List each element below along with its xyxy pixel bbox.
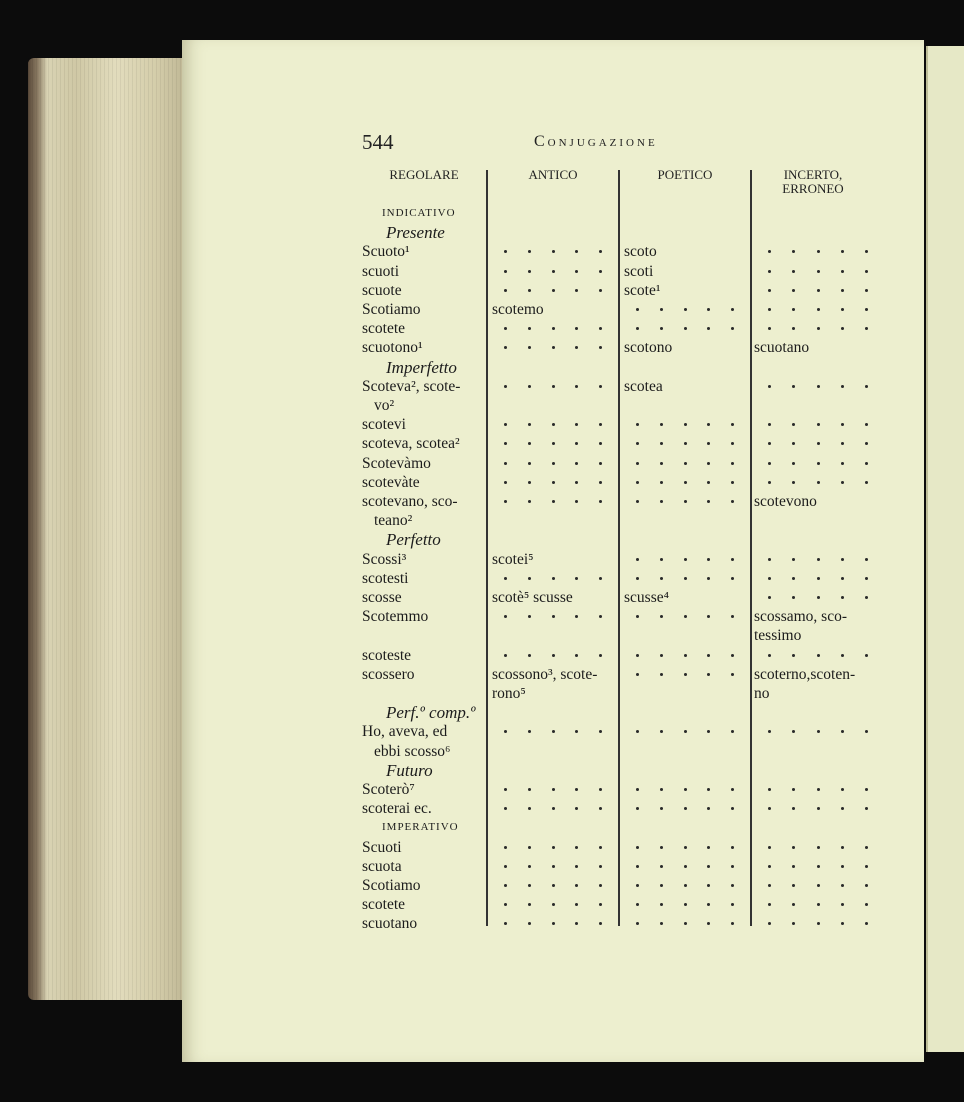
placeholder-dots [636, 454, 734, 473]
cell-poetico: scotono [624, 339, 673, 357]
placeholder-dots [768, 722, 868, 741]
cell-regolare: scuote [362, 281, 402, 299]
cell-regolare: Imperfetto [386, 357, 457, 377]
cell-regolare: scosse [362, 589, 402, 606]
cell-poetico: scotea [624, 377, 663, 395]
column-divider [750, 170, 752, 926]
placeholder-dots [768, 281, 868, 300]
conjugation-table [362, 164, 882, 933]
placeholder-dots [636, 300, 734, 319]
placeholder-dots [504, 319, 602, 338]
placeholder-dots [504, 415, 602, 434]
cell-regolare: Scoteva², scote- [362, 377, 461, 395]
placeholder-dots [768, 434, 868, 453]
placeholder-dots [768, 242, 868, 261]
placeholder-dots [504, 377, 602, 396]
cell-antico: scotei⁵ [492, 550, 534, 568]
cell-regolare: scuota [362, 857, 402, 875]
cell-poetico: scoti [624, 262, 654, 280]
placeholder-dots [636, 876, 734, 895]
placeholder-dots [636, 895, 734, 914]
cell-regolare: Futuro [386, 760, 433, 780]
cell-regolare: Presente [386, 223, 445, 243]
cell-poetico: scote¹ [624, 281, 661, 299]
placeholder-dots [504, 569, 602, 588]
next-page-edge [926, 46, 964, 1052]
placeholder-dots [768, 857, 868, 876]
placeholder-dots [768, 262, 868, 281]
cell-regolare: scoterai ec. [362, 800, 432, 818]
placeholder-dots [636, 550, 734, 569]
cell-regolare: scotevàte [362, 473, 420, 491]
cell-antico: scotè⁵ scusse [492, 589, 573, 606]
placeholder-dots [504, 646, 602, 665]
placeholder-dots [636, 646, 734, 665]
placeholder-dots [768, 473, 868, 492]
cell-regolare: Scotiamo [362, 301, 421, 318]
cell-poetico: scoto [624, 243, 657, 261]
placeholder-dots [636, 914, 734, 933]
placeholder-dots [504, 607, 602, 626]
cell-regolare: scoteva, scotea² [362, 435, 460, 453]
column-header-poetico: POETICO [657, 167, 713, 182]
placeholder-dots [504, 914, 602, 933]
cell-regolare: Scotemmo [362, 608, 429, 626]
placeholder-dots [504, 281, 602, 300]
column-divider [618, 170, 620, 926]
cell-incerto: scossamo, sco- [754, 608, 847, 626]
placeholder-dots [636, 838, 734, 857]
cell-antico: rono⁵ [492, 685, 526, 702]
cell-regolare: scuoti [362, 262, 400, 280]
placeholder-dots [768, 895, 868, 914]
placeholder-dots [504, 492, 602, 511]
placeholder-dots [636, 722, 734, 741]
cell-regolare: scotete [362, 320, 406, 338]
placeholder-dots [636, 799, 734, 818]
placeholder-dots [636, 434, 734, 453]
placeholder-dots [768, 646, 868, 665]
cell-regolare: scotete [362, 896, 406, 914]
placeholder-dots [504, 434, 602, 453]
placeholder-dots [768, 838, 868, 857]
placeholder-dots [636, 665, 734, 684]
placeholder-dots [636, 780, 734, 799]
cell-regolare: ebbi scosso⁶ [374, 742, 451, 760]
cell-regolare: Scoterò⁷ [362, 781, 415, 798]
cell-regolare: Scuoti [362, 838, 402, 856]
cell-antico: scossono³, scote- [492, 665, 598, 683]
cell-regolare: Ho, aveva, ed [362, 723, 448, 741]
cell-regolare: scotesti [362, 569, 409, 587]
column-divider [486, 170, 488, 926]
placeholder-dots [636, 569, 734, 588]
placeholder-dots [768, 569, 868, 588]
cell-incerto: no [754, 685, 770, 702]
book-page-edges [28, 58, 188, 1000]
placeholder-dots [636, 415, 734, 434]
placeholder-dots [504, 454, 602, 473]
cell-regolare: Perf.º comp.º [386, 703, 476, 723]
cell-regolare: Scuoto¹ [362, 243, 410, 261]
cell-regolare: teano² [374, 512, 413, 530]
placeholder-dots [636, 857, 734, 876]
cell-poetico: scusse⁴ [624, 589, 670, 606]
cell-regolare: scotevano, sco- [362, 493, 458, 510]
cell-regolare: Scotevàmo [362, 454, 431, 472]
placeholder-dots [504, 895, 602, 914]
column-header-incerto: INCERTO, ERRONEO [782, 167, 844, 196]
placeholder-dots [768, 550, 868, 569]
placeholder-dots [504, 242, 602, 261]
column-header-regolare: REGOLARE [389, 167, 459, 182]
placeholder-dots [768, 319, 868, 338]
page-number: 544 [362, 130, 394, 154]
placeholder-dots [768, 415, 868, 434]
cell-incerto: scotevono [754, 493, 817, 510]
placeholder-dots [504, 780, 602, 799]
placeholder-dots [504, 876, 602, 895]
placeholder-dots [504, 857, 602, 876]
placeholder-dots [768, 780, 868, 799]
placeholder-dots [636, 607, 734, 626]
placeholder-dots [636, 319, 734, 338]
cell-regolare: scuotano [362, 915, 418, 933]
placeholder-dots [768, 454, 868, 473]
cell-regolare: Scossi³ [362, 550, 407, 568]
placeholder-dots [504, 338, 602, 357]
placeholder-dots [504, 722, 602, 741]
placeholder-dots [768, 876, 868, 895]
cell-regolare: IMPERATIVO [382, 821, 459, 834]
placeholder-dots [768, 300, 868, 319]
cell-incerto: tessimo [754, 627, 802, 645]
cell-antico: scotemo [492, 301, 544, 318]
running-title: Conjugazione [534, 133, 658, 150]
cell-regolare: scotevi [362, 416, 406, 434]
cell-incerto: scuotano [754, 339, 810, 357]
placeholder-dots [768, 799, 868, 818]
placeholder-dots [768, 914, 868, 933]
cell-regolare: scoteste [362, 646, 412, 664]
placeholder-dots [504, 838, 602, 857]
placeholder-dots [768, 588, 868, 607]
cell-regolare: Perfetto [386, 530, 441, 550]
placeholder-dots [504, 262, 602, 281]
cell-regolare: vo² [374, 397, 395, 414]
placeholder-dots [636, 492, 734, 511]
cell-regolare: scuotono¹ [362, 339, 423, 357]
cell-regolare: Scotiamo [362, 877, 421, 894]
placeholder-dots [636, 473, 734, 492]
placeholder-dots [504, 799, 602, 818]
page-header [362, 130, 882, 158]
placeholder-dots [768, 377, 868, 396]
cell-incerto: scoterno,scoten- [754, 665, 856, 683]
column-header-antico: ANTICO [528, 167, 578, 182]
cell-regolare: scossero [362, 665, 415, 683]
cell-regolare: INDICATIVO [382, 207, 456, 219]
placeholder-dots [504, 473, 602, 492]
